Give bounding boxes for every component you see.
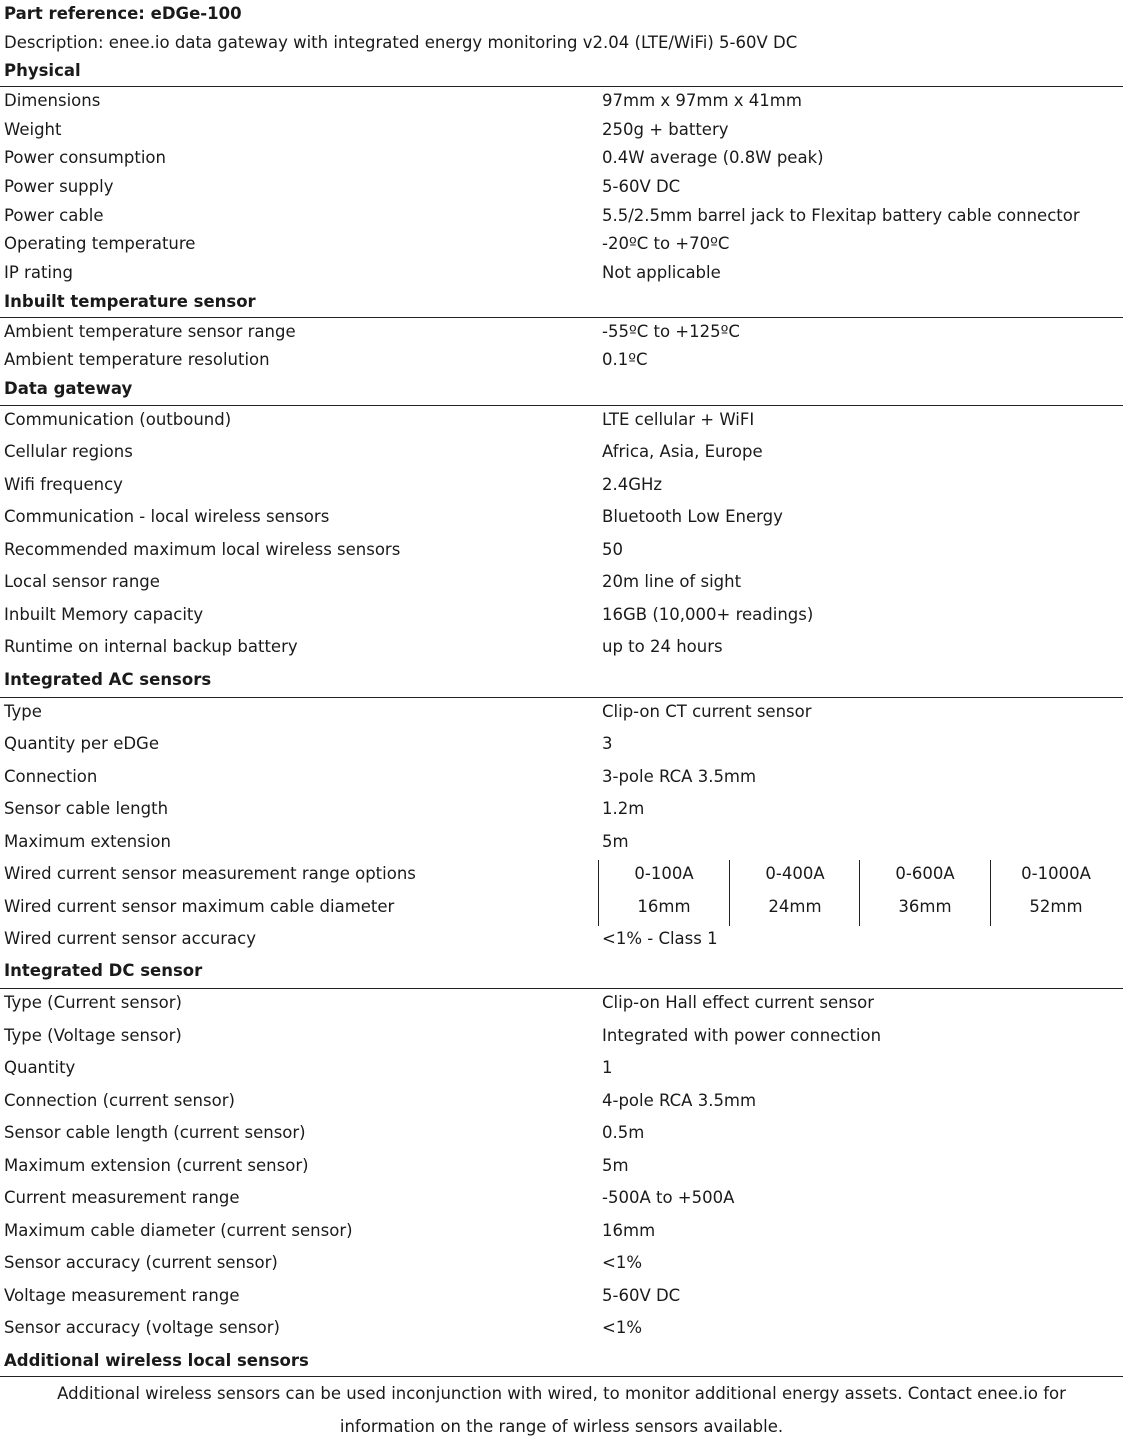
section-header-ac xyxy=(0,666,1123,698)
spec-label: Wifi frequency xyxy=(4,474,123,494)
range-option-column xyxy=(991,860,1121,925)
spec-row xyxy=(0,318,1123,347)
cable-diameter: 52mm xyxy=(1029,897,1083,917)
spec-label: Sensor cable length (current sensor) xyxy=(4,1123,306,1143)
spec-label: Local sensor range xyxy=(4,572,160,592)
ac-rows xyxy=(0,698,1123,958)
spec-row xyxy=(0,1249,1123,1282)
spec-row xyxy=(0,230,1123,259)
spec-label: Maximum extension (current sensor) xyxy=(4,1155,309,1175)
spec-value: 20m line of sight xyxy=(602,572,742,592)
spec-label: Power cable xyxy=(4,205,104,225)
temperature-rows xyxy=(0,318,1123,375)
spec-label: Maximum cable diameter (current sensor) xyxy=(4,1220,353,1240)
spec-label: Quantity per eDGe xyxy=(4,734,159,754)
range-options-label: Wired current sensor measurement range options xyxy=(4,864,416,884)
spec-row xyxy=(0,1119,1123,1152)
spec-value: <1% xyxy=(602,1318,643,1338)
cable-diameter: 16mm xyxy=(637,897,691,917)
spec-row xyxy=(0,116,1123,145)
section-title: Inbuilt temperature sensor xyxy=(4,291,256,311)
spec-value: 0.1ºC xyxy=(602,350,648,370)
range-options-grid xyxy=(598,860,1123,925)
range-option: 0-400A xyxy=(765,864,825,884)
spec-row xyxy=(0,406,1123,439)
spec-label: Inbuilt Memory capacity xyxy=(4,604,204,624)
spec-row xyxy=(0,763,1123,796)
part-reference-row xyxy=(0,0,1123,29)
spec-value: Clip-on Hall effect current sensor xyxy=(602,993,875,1013)
spec-row xyxy=(0,536,1123,569)
range-option: 0-1000A xyxy=(1021,864,1091,884)
spec-value: 1.2m xyxy=(602,799,645,819)
part-reference: Part reference: eDGe-100 xyxy=(4,4,242,23)
cable-diameter: 24mm xyxy=(768,897,822,917)
spec-row xyxy=(0,601,1123,634)
spec-row xyxy=(0,173,1123,202)
spec-label: Connection xyxy=(4,766,98,786)
range-option-column xyxy=(730,860,860,925)
spec-value: 5m xyxy=(602,1155,629,1175)
wireless-note-line: information on the range of wirless sensors available. xyxy=(339,1416,784,1436)
spec-row xyxy=(0,259,1123,288)
physical-rows xyxy=(0,87,1123,288)
cable-diameter: 36mm xyxy=(898,897,952,917)
spec-label: Cellular regions xyxy=(4,442,133,462)
spec-row xyxy=(0,989,1123,1022)
range-option: 0-600A xyxy=(895,864,955,884)
spec-value: Bluetooth Low Energy xyxy=(602,507,783,527)
spec-row xyxy=(0,698,1123,731)
spec-value: 3-pole RCA 3.5mm xyxy=(602,766,757,786)
spec-label: Wired current sensor accuracy xyxy=(4,929,256,949)
spec-row xyxy=(0,202,1123,231)
description: Description: enee.io data gateway with integrated energy monitoring v2.04 (LTE/WiFi) 5-60V DC xyxy=(4,33,798,52)
spec-label: Communication - local wireless sensors xyxy=(4,507,330,527)
spec-value: 50 xyxy=(602,539,623,559)
section-title: Additional wireless local sensors xyxy=(4,1350,309,1370)
spec-value: 2.4GHz xyxy=(602,474,663,494)
spec-value: Not applicable xyxy=(602,263,721,283)
section-header-wireless xyxy=(0,1347,1123,1377)
spec-label: Ambient temperature resolution xyxy=(4,350,270,370)
spec-label: Ambient temperature sensor range xyxy=(4,321,296,341)
gateway-rows xyxy=(0,406,1123,666)
spec-value: 1 xyxy=(602,1058,613,1078)
spec-label: Power consumption xyxy=(4,148,166,168)
spec-label: Current measurement range xyxy=(4,1188,240,1208)
spec-value: 3 xyxy=(602,734,613,754)
spec-label: Sensor accuracy (voltage sensor) xyxy=(4,1318,280,1338)
spec-label: Type (Voltage sensor) xyxy=(4,1025,182,1045)
spec-value: -20ºC to +70ºC xyxy=(602,234,730,254)
wireless-note xyxy=(0,1377,1123,1443)
spec-label: Dimensions xyxy=(4,91,101,110)
spec-row xyxy=(0,346,1123,375)
spec-label: Maximum extension xyxy=(4,831,171,851)
spec-value: 5-60V DC xyxy=(602,177,681,197)
range-option-column xyxy=(860,860,990,925)
spec-value: Integrated with power connection xyxy=(602,1025,882,1045)
spec-row xyxy=(0,87,1123,116)
spec-row xyxy=(0,1087,1123,1120)
section-title: Integrated DC sensor xyxy=(4,961,203,981)
section-title: Integrated AC sensors xyxy=(4,669,212,689)
spec-value: Clip-on CT current sensor xyxy=(602,701,812,721)
spec-label: Runtime on internal backup battery xyxy=(4,637,298,657)
spec-row xyxy=(0,925,1123,957)
spec-label: Operating temperature xyxy=(4,234,196,254)
spec-label: Sensor accuracy (current sensor) xyxy=(4,1253,278,1273)
spec-row xyxy=(0,633,1123,666)
spec-value: -500A to +500A xyxy=(602,1188,735,1208)
wireless-note-line: Additional wireless sensors can be used inconjunction with wired, to monitor additional energy assets. Contact enee.io for xyxy=(57,1383,1066,1403)
spec-label: Sensor cable length xyxy=(4,799,169,819)
range-option-column xyxy=(599,860,729,925)
spec-label: IP rating xyxy=(4,263,73,283)
spec-value: 0.5m xyxy=(602,1123,645,1143)
spec-value: 4-pole RCA 3.5mm xyxy=(602,1090,757,1110)
spec-row xyxy=(0,1217,1123,1250)
spec-value: 5-60V DC xyxy=(602,1285,681,1305)
spec-value: up to 24 hours xyxy=(602,637,723,657)
spec-value: <1% xyxy=(602,1253,643,1273)
spec-label: Voltage measurement range xyxy=(4,1285,240,1305)
description-row xyxy=(0,29,1123,57)
dc-rows xyxy=(0,989,1123,1347)
section-header-gateway xyxy=(0,375,1123,406)
spec-value: 250g + battery xyxy=(602,119,729,139)
cable-diameter-label: Wired current sensor maximum cable diameter xyxy=(4,897,395,917)
spec-label: Power supply xyxy=(4,177,114,197)
section-header-temperature xyxy=(0,288,1123,318)
spec-value: Africa, Asia, Europe xyxy=(602,442,763,462)
spec-row xyxy=(0,730,1123,763)
spec-label: Weight xyxy=(4,119,62,139)
section-title: Physical xyxy=(4,61,81,80)
spec-value: 16mm xyxy=(602,1220,656,1240)
spec-value: 5m xyxy=(602,831,629,851)
spec-row xyxy=(0,503,1123,536)
spec-row xyxy=(0,1314,1123,1347)
spec-row xyxy=(0,828,1123,861)
spec-value: LTE cellular + WiFI xyxy=(602,409,755,429)
spec-label: Connection (current sensor) xyxy=(4,1090,235,1110)
spec-row xyxy=(0,144,1123,173)
spec-label: Type xyxy=(4,701,42,721)
section-title: Data gateway xyxy=(4,378,133,398)
spec-row xyxy=(0,1152,1123,1185)
spec-value: <1% - Class 1 xyxy=(602,929,718,949)
spec-label: Type (Current sensor) xyxy=(4,993,182,1013)
spec-label: Recommended maximum local wireless sensors xyxy=(4,539,401,559)
range-options-block xyxy=(0,860,1123,925)
spec-row xyxy=(0,438,1123,471)
spec-value: 0.4W average (0.8W peak) xyxy=(602,148,824,168)
spec-value: 97mm x 97mm x 41mm xyxy=(602,91,802,110)
range-option: 0-100A xyxy=(634,864,694,884)
spec-label: Quantity xyxy=(4,1058,76,1078)
spec-label: Communication (outbound) xyxy=(4,409,232,429)
spec-row xyxy=(0,1054,1123,1087)
section-header-dc xyxy=(0,957,1123,989)
spec-row xyxy=(0,1022,1123,1055)
spec-value: 5.5/2.5mm barrel jack to Flexitap battery cable connector xyxy=(602,205,1080,225)
spec-value: -55ºC to +125ºC xyxy=(602,321,740,341)
spec-row xyxy=(0,795,1123,828)
spec-row xyxy=(0,471,1123,504)
spec-row xyxy=(0,1184,1123,1217)
spec-row xyxy=(0,568,1123,601)
section-header-physical xyxy=(0,57,1123,87)
spec-row xyxy=(0,1282,1123,1315)
spec-value: 16GB (10,000+ readings) xyxy=(602,604,814,624)
